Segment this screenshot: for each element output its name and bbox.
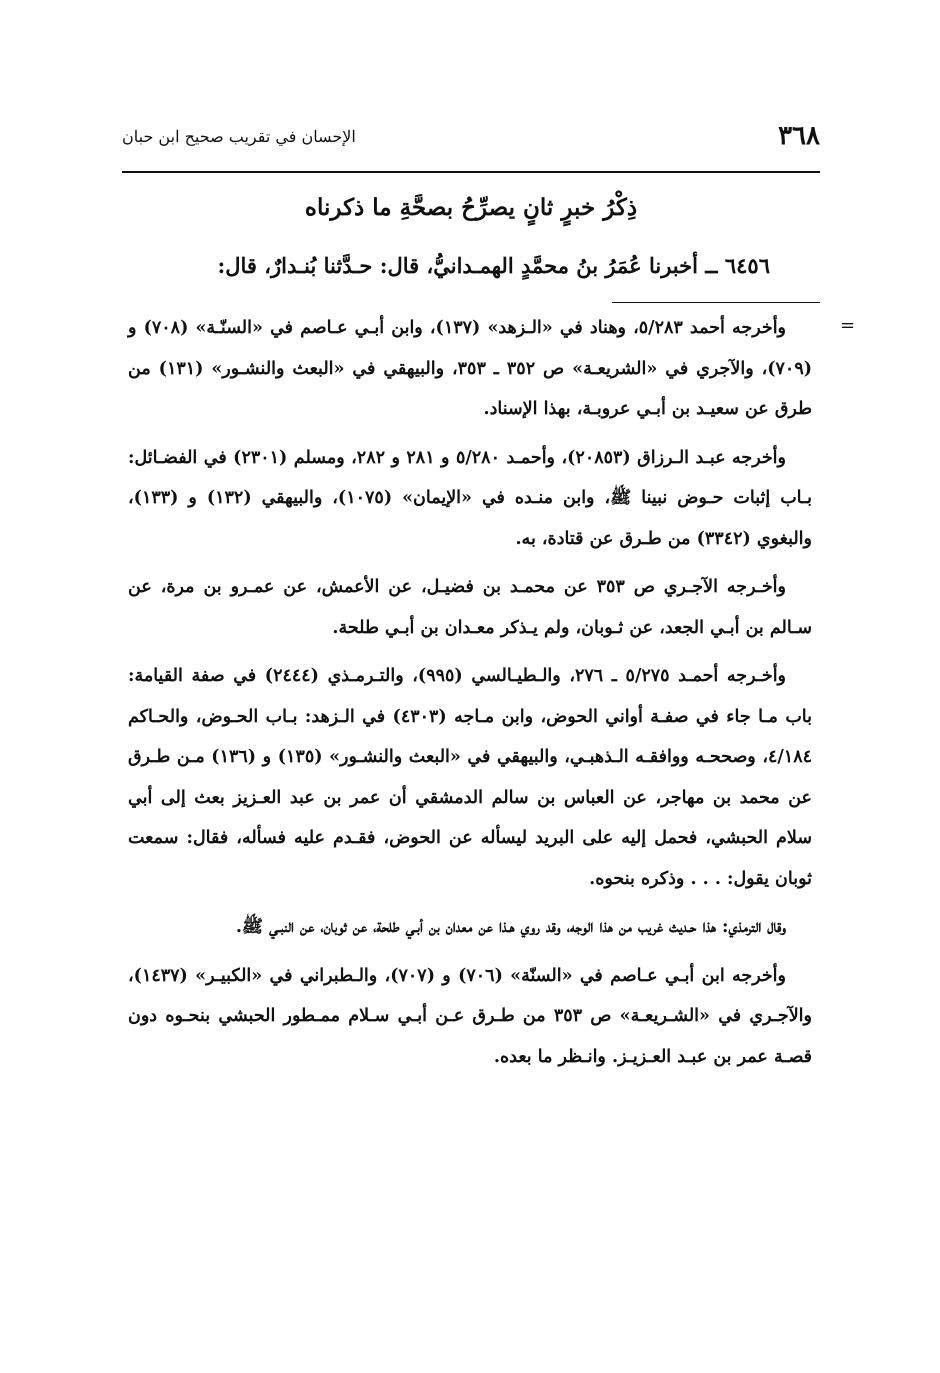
footnote-paragraph: وأخرجه ابن أبـي عـاصم في «السنّة» (٧٠٦) و (٧٠٧)، والـطبراني في «الكبيـر» (١٤٣٧)، والآجـري في «الشـريعـة» ص ٣٥٣ من طـرق عـن أبـي سـلام ممـطور الحبشي بنحـوه دون قصـة عمر بن عبـد العـزيـز. وانـظر ما بعده.: [128, 965, 812, 1067]
hadith-text: ٦٤٥٦ ــ أخبرنا عُمَرُ بنُ محمَّدٍ الهمـدانيُّ، قال: حـدَّثنا بُنـدارٌ، قال:: [217, 253, 770, 278]
section-title: ذِكْرُ خبرٍ ثانٍ يصرِّحُ بصحَّةِ ما ذكرناه: [304, 194, 638, 221]
footnote-continuation-marker: =: [840, 315, 856, 336]
footnote-paragraph: وأخـرجه أحمـد ٥/٢٧٥ ـ ٢٧٦، والـطيـالسي (٩٩٥)، والتـرمـذي (٢٤٤٤) في صفة القيامة: باب مـا جاء في صفـة أواني الحوض، وابن مـاجه (٤٣٠٣) في الـزهد: بـاب الحـوض، والحـاكم ٤/١٨٤، وصححـه ووافقـه الـذهبـي، والبيهقي في «البعث والنشـور» (١٣٥) و (١٣٦) مـن طـرق عن محمد بن مهاجر، عن العباس بن سالم الدمشقي أن عمر بن عبد العـزيز بعث إلى أبي سلام الحبشي، فحمل إليه على البريد ليسأله عن الحوض، فقـدم عليه فسأله، فقال: سمعت ثوبان يقول: . . . وذكره بنحوه.: [128, 666, 813, 889]
footnote-paragraph: وأخرجه أحمد ٥/٢٨٣، وهناد في «الـزهد» (١٣٧)، وابن أبـي عـاصم في «السنّـة» (٧٠٨) و (٧٠٩)، والآجري في «الشريعـة» ص ٣٥٢ ـ ٣٥٣، والبيهقي في «البعث والنشـور» (١٣١) من طرق عن سعيـد بن أبـي عروبـة، بهذا الإسناد.: [128, 318, 813, 419]
footnote-paragraph: وأخرجه عبـد الـرزاق (٢٠٨٥٣)، وأحمـد ٥/٢٨٠ و ٢٨١ و ٢٨٢، ومسلم (٢٣٠١) في الفضـائل: بـاب إثبات حـوض نبينا ﷺ، وابن منـده في «الإيمان» (١٠٧٥)، والبيهقي (١٣٢) و (١٣٣)، والبغوي (٣٣٤٢) من طـرق عن قتادة، به.: [128, 447, 813, 549]
page-header: [122, 118, 820, 158]
running-title: الإحسان في تقريب صحيح ابن حبان: [122, 127, 356, 146]
footnote-paragraph: وقال الترمذي: هذا حـديث غريب من هذا الوجه، وقد روي هـذا عن معدان بن أبـي طلحة، عن ثوبان، عن النبـي ﷺ.: [235, 917, 786, 937]
footnote-divider: [612, 302, 820, 303]
footnote-paragraph: وأخـرجه الآجـري ص ٣٥٣ عن محمـد بن فضيـل، عن الأعمش، عن عمـرو بن مرة، عن سـالم بن أبـي الجعد، عن ثـوبان، ولم يـذكر معـدان بن أبـي طلحة.: [128, 577, 812, 638]
header-divider: [122, 171, 820, 173]
footnote-block: [128, 308, 812, 1085]
page-number: ٣٦٨: [778, 121, 820, 151]
